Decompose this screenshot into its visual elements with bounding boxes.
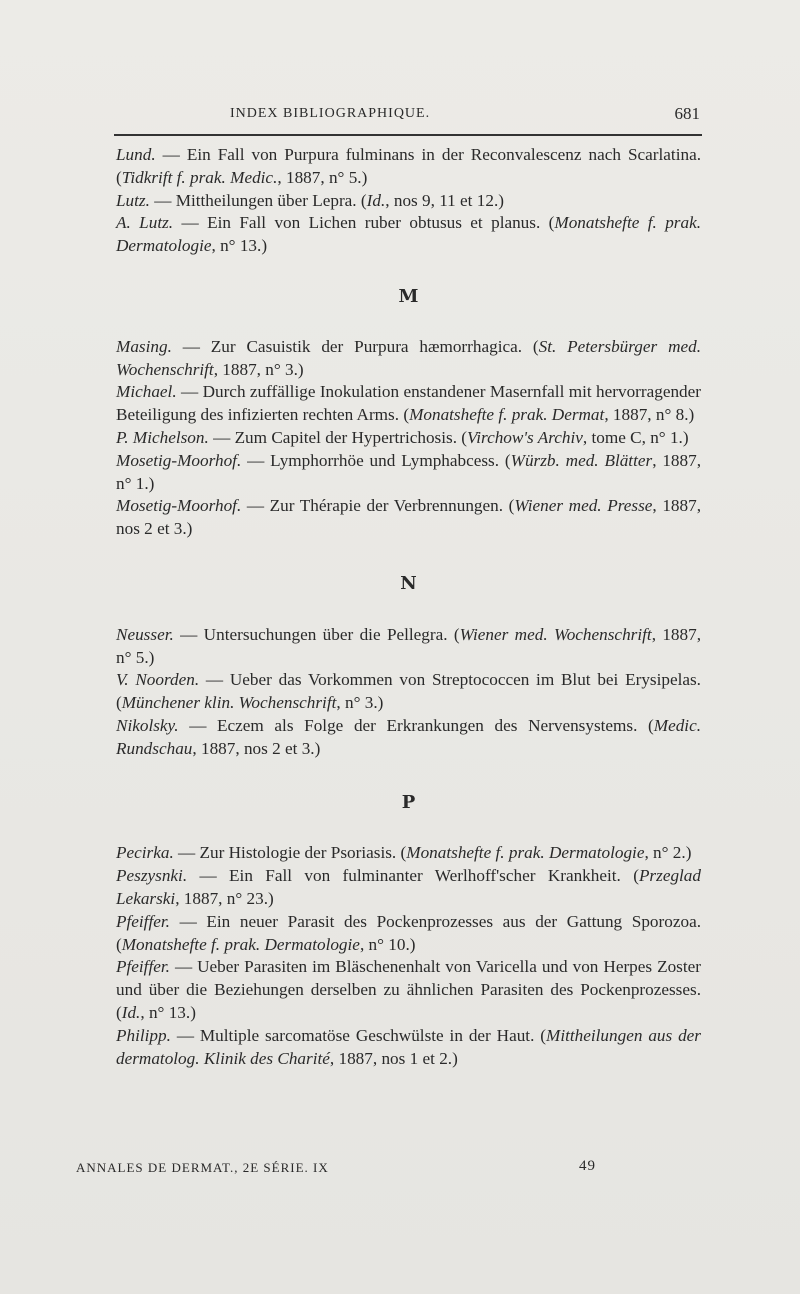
entry-author: P. Michelson. xyxy=(116,427,209,447)
entry-tail: , 1887, n° 23.) xyxy=(175,888,274,908)
entry-source: Monatshefte f. prak. Dermatologie xyxy=(121,934,360,954)
entry-tail: , n° 10.) xyxy=(359,934,416,954)
entry-source: Przeglad Lekarski xyxy=(116,866,701,908)
entry-text: — Zur Histologie der Psoriasis. ( xyxy=(178,843,407,863)
bibliography-entry xyxy=(116,842,701,865)
entry-author: Lutz. xyxy=(116,190,150,210)
bibliography-entry xyxy=(116,865,701,911)
entry-source: Wiener med. Presse xyxy=(514,496,653,516)
entry-author: Philipp. xyxy=(116,1025,171,1045)
page-header xyxy=(116,104,700,128)
entry-author: Michael. xyxy=(116,382,177,402)
entry-text: — Zum Capitel der Hypertrichosis. ( xyxy=(213,427,468,447)
entry-text: — Ueber Parasiten im Bläschenenhalt von Varicella und von Herpes Zoster und über die Beziehungen derselben zu ähnlichen Parasiten des Pockenprozesses. ( xyxy=(116,957,701,1022)
entry-author: Mosetig-Moorhof. xyxy=(116,450,242,470)
entry-source: Wiener med. Wochenschrift xyxy=(459,624,652,644)
entry-author: Masing. xyxy=(116,336,172,356)
entry-text: — Lymphorrhöe und Lymphabcess. ( xyxy=(247,450,511,470)
header-rule xyxy=(114,134,702,136)
bibliography-entry xyxy=(116,144,701,190)
entry-text: — Zur Thérapie der Verbrennungen. ( xyxy=(246,496,515,516)
bibliography-list xyxy=(116,144,701,1070)
bibliography-entry xyxy=(116,336,701,382)
entry-text: — Untersuchungen über die Pellegra. ( xyxy=(180,624,460,644)
signature-number: 49 xyxy=(579,1158,596,1174)
entry-text: — Durch zuffällige Inokulation enstandener Masernfall mit hervorragender Beteiligung des infizierten rechten Arms. ( xyxy=(116,382,701,425)
bibliography-entry xyxy=(116,190,701,213)
entry-text: — Ein Fall von Lichen ruber obtusus et planus. ( xyxy=(181,213,555,233)
entry-text: — Ein Fall von fulminanter Werlhoff'scher Krankheit. ( xyxy=(199,866,639,886)
entry-source: Virchow's Archiv xyxy=(467,427,583,447)
entry-author: Pfeiffer. xyxy=(116,911,170,931)
entry-author: V. Noorden. xyxy=(116,670,200,690)
entry-text: — Eczem als Folge der Erkrankungen des Nervensystems. ( xyxy=(189,715,654,735)
entry-source: Medic. Rundschau xyxy=(116,715,702,758)
entry-author: Neusser. xyxy=(116,624,174,644)
entry-tail: , n° 2.) xyxy=(644,843,692,863)
entry-author: Lund. xyxy=(116,145,156,164)
bibliography-entry xyxy=(116,624,701,670)
entry-author: Mosetig-Moorhof. xyxy=(116,496,242,516)
page-footer xyxy=(76,1158,596,1180)
section-letter: N xyxy=(400,572,417,594)
entry-author: Nikolsky. xyxy=(116,715,179,735)
entry-text: — Ein neuer Parasit des Pockenprozesses aus der Gattung Sporozoa. ( xyxy=(116,911,701,954)
entry-source: Id. xyxy=(366,190,386,210)
entry-tail: , n° 13.) xyxy=(211,236,268,256)
bibliography-entry xyxy=(116,715,701,761)
bibliography-entry xyxy=(116,427,701,450)
signature-line: ANNALES DE DERMAT., 2E SÉRIE. IX xyxy=(76,1160,329,1175)
entry-author: A. Lutz. xyxy=(116,213,174,233)
entry-tail: , n° 3.) xyxy=(336,693,384,713)
entry-source: Tidkrift f. prak. Medic. xyxy=(121,167,278,187)
entry-tail: , 1887, n° 3.) xyxy=(213,359,304,379)
entry-author: Pfeiffer. xyxy=(116,957,170,977)
entry-text: — Multiple sarcomatöse Geschwülste in der Haut. ( xyxy=(176,1025,546,1045)
entry-text: — Zur Casuistik der Purpura hæmorrhagica. ( xyxy=(182,336,539,356)
entry-source: Monatshefte f. prak. Dermatologie xyxy=(116,213,702,256)
page-number: 681 xyxy=(674,104,700,123)
entry-source: Id. xyxy=(121,1002,141,1022)
entry-tail: , 1887, nos 2 et 3.) xyxy=(192,738,321,758)
entry-tail: , 1887, n° 5.) xyxy=(116,624,702,667)
entry-author: Pecirka. xyxy=(116,843,174,863)
entry-source: St. Petersbürger med. Wochenschrift xyxy=(116,336,702,379)
bibliography-entry xyxy=(116,1025,701,1071)
entry-source: Würzb. med. Blätter xyxy=(510,450,653,470)
entry-source: Münchener klin. Wochenschrift xyxy=(121,693,337,713)
entry-tail: , 1887, n° 8.) xyxy=(604,405,695,425)
entry-source: Monatshefte f. prak. Dermatologie xyxy=(406,843,645,863)
entry-tail: , n° 13.) xyxy=(140,1002,196,1022)
entry-tail: , 1887, nos 2 et 3.) xyxy=(116,496,702,539)
entry-text: — Ein Fall von Purpura fulminans in der Reconvalescenz nach Scarlatina. ( xyxy=(116,145,701,187)
entry-tail: , nos 9, 11 et 12.) xyxy=(385,190,504,210)
entry-text: — Ueber das Vorkommen von Streptococcen im Blut bei Erysipelas. ( xyxy=(116,670,701,713)
entry-author: Peszysnki. xyxy=(116,866,188,886)
entry-source: Mittheilungen aus der dermatolog. Klinik des Charité xyxy=(116,1025,702,1068)
section-letter: P xyxy=(401,791,416,813)
bibliography-entry xyxy=(116,911,701,957)
entry-tail: , 1887, n° 1.) xyxy=(116,450,702,493)
entry-source: Monatshefte f. prak. Dermat xyxy=(409,405,605,425)
bibliography-entry xyxy=(116,212,701,258)
entry-tail: , tome C, n° 1.) xyxy=(582,427,689,447)
bibliography-entry xyxy=(116,956,701,1024)
bibliography-entry xyxy=(116,669,701,715)
running-title: INDEX BIBLIOGRAPHIQUE. xyxy=(230,106,431,121)
bibliography-entry xyxy=(116,450,701,496)
entry-text: — Mittheilungen über Lepra. ( xyxy=(154,190,367,210)
section-letter: M xyxy=(398,285,419,307)
entry-tail: , 1887, nos 1 et 2.) xyxy=(329,1048,458,1068)
bibliography-entry xyxy=(116,381,701,427)
entry-tail: , 1887, n° 5.) xyxy=(277,167,368,187)
bibliography-entry xyxy=(116,495,701,541)
